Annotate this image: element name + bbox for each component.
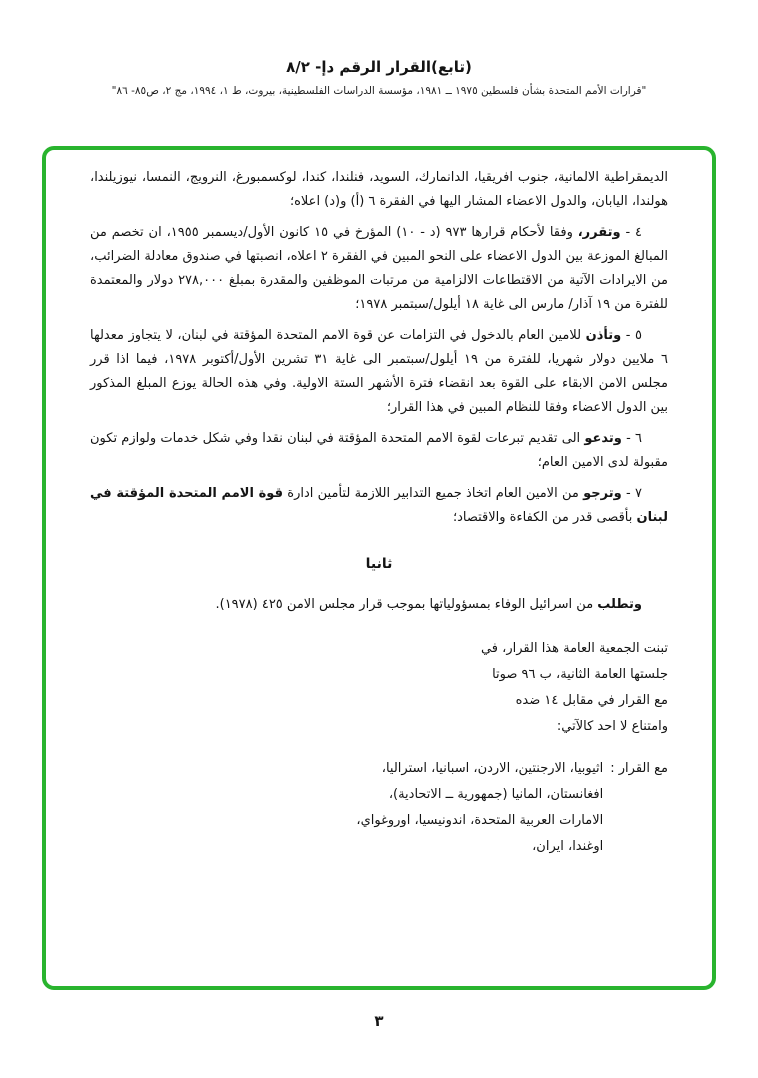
votes-for-block (338, 756, 668, 860)
document-source-line: "قرارات الأمم المتحدة بشأن فلسطين ١٩٧٥ ــ ١٩٨١، مؤسسة الدراسات الفلسطينية، بيروت، ط ١، ١٩٩٤، مج ٢، ص٨٥- ٨٦" (111, 85, 647, 97)
document-title: (تابع)القرار الرقم دإ- ٨/٢ (286, 58, 472, 76)
item-number: ٥ - (621, 328, 642, 343)
paragraph-continuation: الديمقراطية الالمانية، جنوب افريقيا، الدانمارك، السويد، فنلندا، كندا، لوكسمبورغ، النرويج، النمسا، نيوزيلندا، هولندا، اليابان، والدول الاعضاء المشار اليها في الفقرة ٦ (أ) و(د) اعلاه؛ (90, 170, 668, 209)
section-heading-thaniyan: ثانيا (365, 556, 393, 572)
item-number: ٧ - (621, 486, 642, 501)
item-keyword-2: قوة الامم المتحدة المؤقتة في لبنان (90, 486, 668, 525)
item-keyword: وتدعو (584, 431, 622, 446)
item-number: ٤ - (620, 225, 642, 240)
item-text-2: بأقصى قدر من الكفاءة والاقتصاد؛ (452, 510, 637, 525)
item-keyword: وتطلب (597, 597, 642, 612)
item-number: ٦ - (621, 431, 642, 446)
paragraph-item-5 (90, 324, 668, 420)
item-text: من اسرائيل الوفاء بمسؤولياتها بموجب قرار مجلس الامن ٤٢٥ (١٩٧٨). (215, 597, 598, 612)
page-number: ٣ (374, 1012, 384, 1030)
item-keyword: وتأذن (585, 328, 622, 343)
resolution-text-box (42, 146, 716, 990)
votes-for-label: مع القرار : (610, 761, 668, 776)
document-header (0, 58, 758, 97)
item-text: الى تقديم تبرعات لقوة الامم المتحدة المؤقتة في لبنان نقدا وفي شكل خدمات ولوازم تكون مقبولة لدى الامين العام؛ (90, 431, 668, 470)
item-text: للامين العام بالدخول في التزامات عن قوة الامم المتحدة المؤقتة في لبنان، لا يتجاوز معدلها ٦ ملايين دولار شهريا، للفترة من ١٩ أيلول/سبتمبر الى غاية ٣١ تشرين الأول/أكتوبر ١٩٧٨، فيما اذا قرر مجلس الامن الابقاء على القوة بعد انقضاء فترة الأشهر الستة الاولية. وفي هذه الحالة يوزع المبلغ المذكور بين الدول الاعضاء وفقا للنظام المبين في هذا القرار؛ (90, 328, 668, 415)
paragraph-item-7 (90, 482, 668, 530)
adoption-line: مع القرار في مقابل ١٤ ضده (515, 693, 668, 708)
adoption-line: تبنت الجمعية العامة هذا القرار، في (480, 641, 668, 656)
item-text: من الامين العام اتخاذ جميع التدابير اللازمة لتأمين ادارة (282, 486, 584, 501)
paragraph-item-6 (90, 427, 668, 475)
paragraph-item-4 (90, 221, 668, 317)
item-keyword: وترجو (583, 486, 622, 501)
adoption-line: جلستها العامة الثانية، ب ٩٦ صوتا (492, 667, 668, 682)
item-keyword: وتقرر، (577, 225, 621, 240)
paragraph-second-section (90, 592, 668, 618)
adoption-line: وامتناع لا احد كالآتي: (556, 719, 668, 734)
adoption-note (90, 636, 668, 740)
votes-for-names: اثيوبيا، الارجنتين، الاردن، اسبانيا، استراليا، افغانستان، المانيا (جمهورية ــ الاتحادية)، الامارات العربية المتحدة، اندونيسيا، اوروغواي، اوغندا، ايران، (356, 761, 604, 854)
item-text: وفقا لأحكام قرارها ٩٧٣ (د - ١٠) المؤرخ في ١٥ كانون الأول/ديسمبر ١٩٥٥، ان تخصم من المبالغ الموزعة بين الدول الاعضاء على النحو المبين في الفقرة ٢ اعلاه، انصبتها في صندوق معادلة الضرائب، من الايرادات الآتية من الاقتطاعات الالزامية من مرتبات الموظفين والمقدرة بمبلغ ٢٧٨,٠٠٠ دولار والمعتمدة للفترة من ١٩ آذار/ مارس الى غاية ١٨ أيلول/سبتمبر ١٩٧٨؛ (90, 225, 669, 312)
